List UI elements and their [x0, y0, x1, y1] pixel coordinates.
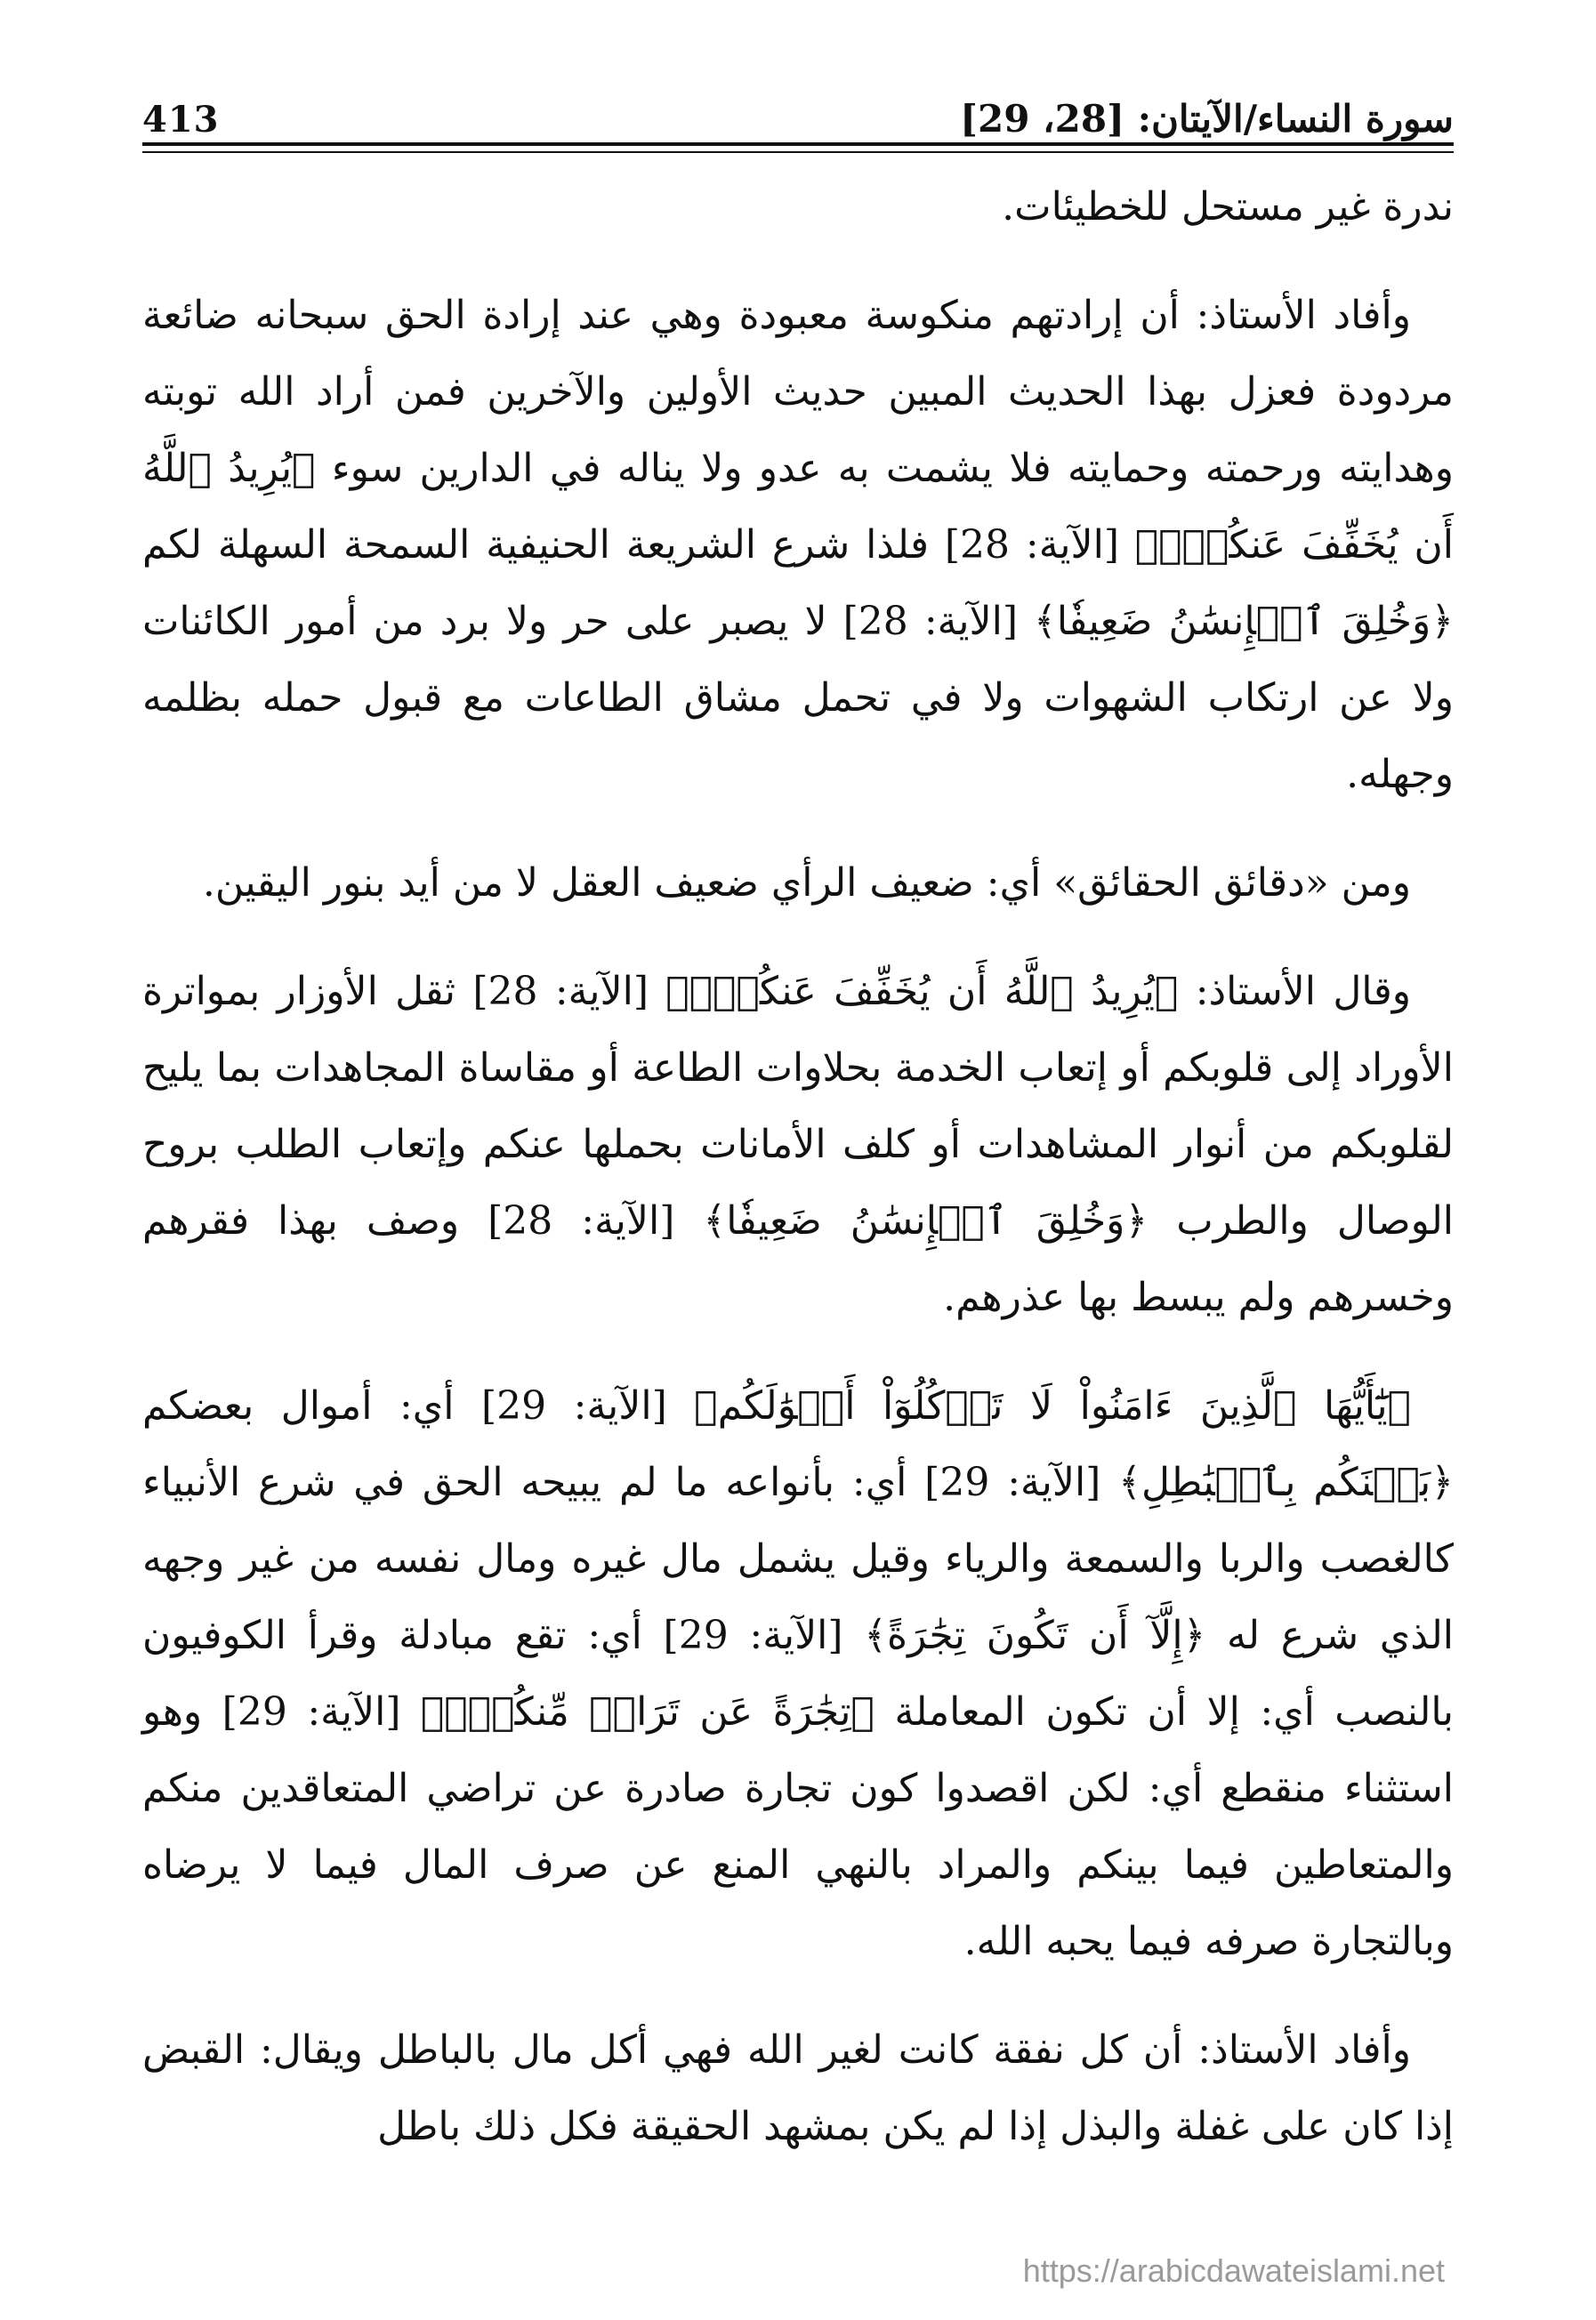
body-text — [142, 169, 1454, 2197]
running-head: سورة النساء/الآيتان: [28، 29] — [960, 97, 1454, 141]
paragraph: ندرة غير مستحل للخطيئات. — [1002, 184, 1454, 230]
paragraph: ﴿يَٰٓأَيُّهَا ٱلَّذِينَ ءَامَنُواْ لَا تَأۡكُلُوٓاْ أَمۡوَٰلَكُم﴾ [الآية: 29] أي: أموال بعضكم ﴿بَيۡنَكُم بِٱلۡبَٰطِلِ﴾ [الآية: 29] أي: بأنواعه ما لم يبيحه الحق في شرع الأنبياء كالغصب والربا والسمعة والرياء وقيل يشمل مال غيره ومال نفسه من غير وجهه الذي شرع له ﴿إِلَّآ أَن تَكُونَ تِجَٰرَةً﴾ [الآية: 29] أي: تقع مبادلة وقرأ الكوفيون بالنصب أي: إلا أن تكون المعاملة ﴿تِجَٰرَةً عَن تَرَاضٖ مِّنكُمۡۚ﴾ [الآية: 29] وهو استثناء منقطع أي: لكن اقصدوا كون تجارة صادرة عن تراضي المتعاقدين منكم والمتعاطين فيما بينكم والمراد بالنهي المنع عن صرف المال فيما لا يرضاه وبالتجارة صرفه فيما يحبه الله. — [142, 1383, 1455, 1964]
page-header — [142, 69, 1454, 141]
paragraph: وأفاد الأستاذ: أن كل نفقة كانت لغير الله فهي أكل مال بالباطل ويقال: القبض إذا كان على غفلة والبذل إذا لم يكن بمشهد الحقيقة فكل ذلك باطل — [142, 2027, 1454, 2149]
watermark-url: https://arabicdawateislami.net — [1022, 2252, 1445, 2289]
paragraph: ومن «دقائق الحقائق» أي: ضعيف الرأي ضعيف العقل لا من أيد بنور اليقين. — [202, 860, 1411, 906]
paragraph: وأفاد الأستاذ: أن إرادتهم منكوسة معبودة وهي عند إرادة الحق سبحانه ضائعة مردودة فعزل بهذا الحديث المبين حديث الأولين والآخرين فمن أراد الله توبته وهدايته ورحمته وحمايته فلا يشمت به عدو ولا يناله في الدارين سوء ﴿يُرِيدُ ٱللَّهُ أَن يُخَفِّفَ عَنكُمۡۚ﴾ [الآية: 28] فلذا شرع الشريعة الحنيفية السمحة السهلة لكم ﴿وَخُلِقَ ٱلۡإِنسَٰنُ ضَعِيفٗا﴾ [الآية: 28] لا يصبر على حر ولا برد من أمور الكائنات ولا عن ارتكاب الشهوات ولا في تحمل مشاق الطاعات مع قبول حمله بظلمه وجهله. — [142, 293, 1455, 797]
page-number: 413 — [142, 99, 220, 141]
header-rule-thick — [142, 142, 1454, 146]
header-rule-thin — [142, 151, 1454, 153]
paragraph: وقال الأستاذ: ﴿يُرِيدُ ٱللَّهُ أَن يُخَفِّفَ عَنكُمۡۚ﴾ [الآية: 28] ثقل الأوزار بمواترة الأوراد إلى قلوبكم أو إتعاب الخدمة بحلاوات الطاعة أو مقاساة المجاهدات بما يليح لقلوبكم من أنوار المشاهدات أو كلف الأمانات بحملها عنكم وإتعاب الطلب بروح الوصال والطرب ﴿وَخُلِقَ ٱلۡإِنسَٰنُ ضَعِيفٗا﴾ [الآية: 28] وصف بهذا فقرهم وخسرهم ولم يبسط بها عذرهم. — [142, 969, 1454, 1320]
